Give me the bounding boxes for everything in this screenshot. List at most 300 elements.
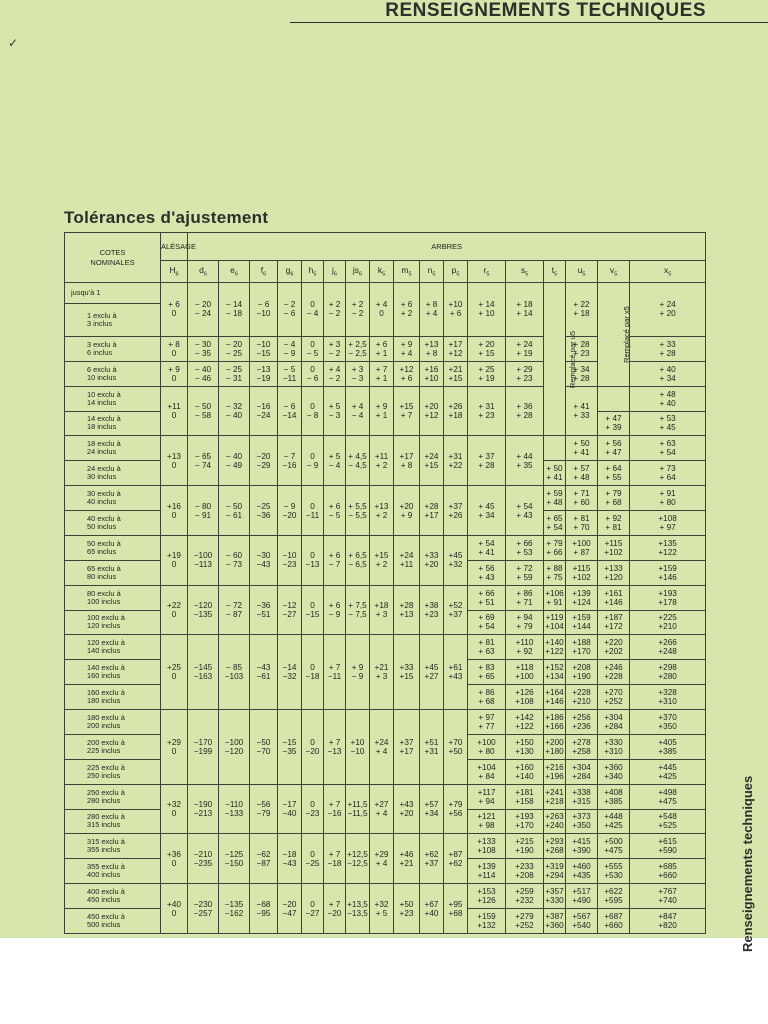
cell-j6: + 6 − 7 <box>324 535 346 585</box>
cell-h5: 0 −13 <box>302 535 324 585</box>
cell-u5: +304 +284 <box>566 759 598 784</box>
cell-d6: −120 −135 <box>188 585 219 635</box>
cell-d6: −100 −113 <box>188 535 219 585</box>
table-row <box>65 283 706 304</box>
cell-x5: +548 +525 <box>630 809 706 834</box>
cell-v5: +622 +595 <box>598 884 630 909</box>
cell-x5: +225 +210 <box>630 610 706 635</box>
cell-t5: + 50 + 41 <box>544 461 566 486</box>
cell-d6: −170 −199 <box>188 710 219 785</box>
cell-d6: − 80 − 91 <box>188 486 219 536</box>
row-label: 100 exclu à 120 inclus <box>65 610 161 635</box>
cell-m5: +33 +15 <box>394 635 420 710</box>
cell-s5: + 18 + 14 <box>506 283 544 337</box>
cell-m5: +24 +11 <box>394 535 420 585</box>
cell-f6: −50 −70 <box>250 710 278 785</box>
cell-s5: +118 +100 <box>506 660 544 685</box>
cell-u5: +159 +144 <box>566 610 598 635</box>
cell-m5: +20 + 9 <box>394 486 420 536</box>
cell-k5: +18 + 3 <box>370 585 394 635</box>
cell-v5: +115 +102 <box>598 535 630 560</box>
cell-H6: +36 0 <box>161 834 188 884</box>
cell-j6: + 7 −11 <box>324 635 346 710</box>
column-header-t5: $t_5$ <box>544 261 566 283</box>
column-header-m5: $m_5$ <box>394 261 420 283</box>
header-arbres: ARBRES <box>188 233 706 261</box>
cell-s5: + 44 + 35 <box>506 436 544 486</box>
cell-u5: + 22 + 18 <box>566 283 598 337</box>
row-label: 24 exclu à 30 inclus <box>65 461 161 486</box>
cell-e6: − 20 − 25 <box>219 336 250 361</box>
cell-t5: + 65 + 54 <box>544 511 566 536</box>
cell-s5: + 24 + 19 <box>506 336 544 361</box>
cell-r5: + 86 + 68 <box>468 685 506 710</box>
cell-js6: +12,5 −12,5 <box>346 834 370 884</box>
cell-t5 <box>544 436 566 461</box>
cell-x5: + 48 + 40 <box>630 386 706 411</box>
cell-f6: −25 −36 <box>250 486 278 536</box>
cell-s5: +181 +158 <box>506 784 544 809</box>
cell-h5: 0 − 5 <box>302 336 324 361</box>
cell-r5: + 83 + 65 <box>468 660 506 685</box>
cell-u5: +567 +540 <box>566 909 598 934</box>
cell-n5: + 8 + 4 <box>420 283 444 337</box>
column-header-x5: $x_5$ <box>630 261 706 283</box>
cell-v5: + 79 + 68 <box>598 486 630 511</box>
cell-H6: +13 0 <box>161 436 188 486</box>
cell-m5: +12 + 6 <box>394 361 420 386</box>
cell-r5: +100 + 80 <box>468 734 506 759</box>
cell-n5: +62 +37 <box>420 834 444 884</box>
cell-d6: −190 −213 <box>188 784 219 834</box>
cell-d6: − 50 − 58 <box>188 386 219 436</box>
cell-u5: + 71 + 60 <box>566 486 598 511</box>
cell-g6: −20 −47 <box>278 884 302 934</box>
cell-n5: +20 +12 <box>420 386 444 436</box>
cell-r5: + 97 + 77 <box>468 710 506 735</box>
cell-u5: + 57 + 48 <box>566 461 598 486</box>
cell-s5: +259 +232 <box>506 884 544 909</box>
cell-x5: +266 +248 <box>630 635 706 660</box>
cell-u5: + 41 + 33 <box>566 386 598 436</box>
row-label: 1 exclu à 3 inclus <box>65 303 161 336</box>
cell-H6: + 8 0 <box>161 336 188 361</box>
cell-H6: +25 0 <box>161 635 188 710</box>
cell-js6: +13,5 −13,5 <box>346 884 370 934</box>
column-header-s5: $s_5$ <box>506 261 544 283</box>
cell-x5: + 73 + 64 <box>630 461 706 486</box>
table-row <box>65 710 706 735</box>
cell-r5: + 66 + 51 <box>468 585 506 610</box>
cell-s5: +193 +170 <box>506 809 544 834</box>
row-label: 3 exclu à 6 inclus <box>65 336 161 361</box>
row-label: 250 exclu à 280 inclus <box>65 784 161 809</box>
cell-s5: + 66 + 53 <box>506 535 544 560</box>
cell-r5: + 20 + 15 <box>468 336 506 361</box>
cell-g6: −14 −32 <box>278 635 302 710</box>
cell-js6: + 6,5 − 6,5 <box>346 535 370 585</box>
cell-js6: + 7,5 − 7,5 <box>346 585 370 635</box>
cell-H6: + 6 0 <box>161 283 188 337</box>
row-label: 30 exclu à 40 inclus <box>65 486 161 511</box>
cell-d6: −210 −235 <box>188 834 219 884</box>
cell-x5: +445 +425 <box>630 759 706 784</box>
cell-k5: +32 + 5 <box>370 884 394 934</box>
cell-j6: + 7 −16 <box>324 784 346 834</box>
row-label: 80 exclu à 100 inclus <box>65 585 161 610</box>
cell-u5: + 50 + 41 <box>566 436 598 461</box>
cell-x5: + 24 + 20 <box>630 283 706 337</box>
cell-u5: + 34 + 28 <box>566 361 598 386</box>
column-header-p5: $p_5$ <box>444 261 468 283</box>
cell-h5: 0 −25 <box>302 834 324 884</box>
cell-s5: + 36 + 28 <box>506 386 544 436</box>
cell-f6: −13 −19 <box>250 361 278 386</box>
cell-m5: +28 +13 <box>394 585 420 635</box>
cell-r5: + 69 + 54 <box>468 610 506 635</box>
cell-d6: − 20 − 24 <box>188 283 219 337</box>
cell-g6: −10 −23 <box>278 535 302 585</box>
cell-e6: − 60 − 73 <box>219 535 250 585</box>
cell-H6: +11 0 <box>161 386 188 436</box>
cell-p5: +26 +18 <box>444 386 468 436</box>
cell-d6: − 65 − 74 <box>188 436 219 486</box>
cell-x5: +135 +122 <box>630 535 706 560</box>
cell-k5: +21 + 3 <box>370 635 394 710</box>
cell-x5: + 63 + 54 <box>630 436 706 461</box>
cell-v5: + 92 + 81 <box>598 511 630 536</box>
cell-H6: +40 0 <box>161 884 188 934</box>
cell-e6: −100 −120 <box>219 710 250 785</box>
row-label: 18 exclu à 24 inclus <box>65 436 161 461</box>
cell-t5: +319 +294 <box>544 859 566 884</box>
cell-v5: +270 +252 <box>598 685 630 710</box>
column-header-u5: $u_5$ <box>566 261 598 283</box>
cell-x5: + 91 + 80 <box>630 486 706 511</box>
header-alesage: ALÉSAGE <box>161 233 188 261</box>
cell-p5: +45 +32 <box>444 535 468 585</box>
cell-g6: − 9 −20 <box>278 486 302 536</box>
cell-f6: −68 −95 <box>250 884 278 934</box>
cell-s5: + 72 + 59 <box>506 560 544 585</box>
row-label: 355 exclu à 400 inclus <box>65 859 161 884</box>
cell-j6: + 7 −18 <box>324 834 346 884</box>
cell-u5: +188 +170 <box>566 635 598 660</box>
row-label: 10 exclu à 14 inclus <box>65 386 161 411</box>
cell-n5: +67 +40 <box>420 884 444 934</box>
cell-e6: − 25 − 31 <box>219 361 250 386</box>
cell-h5: 0 −15 <box>302 585 324 635</box>
cell-u5: +460 +435 <box>566 859 598 884</box>
cell-k5: +29 + 4 <box>370 834 394 884</box>
cell-js6: + 9 − 9 <box>346 635 370 710</box>
cell-r5: +117 + 94 <box>468 784 506 809</box>
check-mark: ✓ <box>8 36 19 50</box>
cell-f6: −10 −15 <box>250 336 278 361</box>
cell-u5: +228 +210 <box>566 685 598 710</box>
cell-s5: +150 +130 <box>506 734 544 759</box>
row-label: 120 exclu à 140 inclus <box>65 635 161 660</box>
row-label: 14 exclu à 18 inclus <box>65 411 161 436</box>
cell-v5: +360 +340 <box>598 759 630 784</box>
cell-p5: +17 +12 <box>444 336 468 361</box>
cell-r5: +104 + 84 <box>468 759 506 784</box>
cell-n5: +57 +34 <box>420 784 444 834</box>
column-header-js6: $js_6$ <box>346 261 370 283</box>
cell-v5: +500 +475 <box>598 834 630 859</box>
cell-k5: +13 + 2 <box>370 486 394 536</box>
cell-f6: − 6 −10 <box>250 283 278 337</box>
cell-r5: + 31 + 23 <box>468 386 506 436</box>
column-header-h5: $h_5$ <box>302 261 324 283</box>
cell-g6: − 6 −14 <box>278 386 302 436</box>
cell-g6: −18 −43 <box>278 834 302 884</box>
row-label: 6 exclu à 10 inclus <box>65 361 161 386</box>
column-header-j6: $j_6$ <box>324 261 346 283</box>
column-header-e6: $e_6$ <box>219 261 250 283</box>
cell-v5: + 64 + 55 <box>598 461 630 486</box>
cell-js6: + 5,5 − 5,5 <box>346 486 370 536</box>
cell-v5: +246 +228 <box>598 660 630 685</box>
cell-t5: + 88 + 75 <box>544 560 566 585</box>
cell-s5: + 54 + 43 <box>506 486 544 536</box>
cell-e6: − 50 − 61 <box>219 486 250 536</box>
cell-H6: +16 0 <box>161 486 188 536</box>
table-row <box>65 784 706 809</box>
table-row <box>65 486 706 511</box>
cell-H6: +19 0 <box>161 535 188 585</box>
cell-e6: − 72 − 87 <box>219 585 250 635</box>
cell-k5: + 4 0 <box>370 283 394 337</box>
cell-v5 <box>598 386 630 411</box>
cell-f6: −62 −87 <box>250 834 278 884</box>
cell-x5: + 40 + 34 <box>630 361 706 386</box>
cell-s5: +126 +108 <box>506 685 544 710</box>
cell-t5: +293 +268 <box>544 834 566 859</box>
row-label: 225 exclu à 250 inclus <box>65 759 161 784</box>
cell-v5: + 56 + 47 <box>598 436 630 461</box>
cell-d6: −230 −257 <box>188 884 219 934</box>
cell-s5: +110 + 92 <box>506 635 544 660</box>
row-label: 180 exclu à 200 inclus <box>65 710 161 735</box>
cell-r5: + 25 + 19 <box>468 361 506 386</box>
cell-e6: −110 −133 <box>219 784 250 834</box>
table-row <box>65 635 706 660</box>
cell-v5: +304 +284 <box>598 710 630 735</box>
cell-e6: −125 −150 <box>219 834 250 884</box>
cell-js6: + 2,5 − 2,5 <box>346 336 370 361</box>
cell-m5: + 6 + 2 <box>394 283 420 337</box>
cell-u5: +517 +490 <box>566 884 598 909</box>
cell-h5: 0 −11 <box>302 486 324 536</box>
cell-t5: +263 +240 <box>544 809 566 834</box>
cell-x5: +298 +280 <box>630 660 706 685</box>
cell-n5: +51 +31 <box>420 710 444 785</box>
cell-f6: −16 −24 <box>250 386 278 436</box>
cell-js6: +11,5 −11,5 <box>346 784 370 834</box>
column-header-H6: $H_6$ <box>161 261 188 283</box>
cell-x5: + 53 + 45 <box>630 411 706 436</box>
cell-t5: +186 +166 <box>544 710 566 735</box>
cell-u5: + 28 + 23 <box>566 336 598 361</box>
cell-t5: +241 +218 <box>544 784 566 809</box>
section-title: Tolérances d'ajustement <box>64 208 269 227</box>
cell-s5: +279 +252 <box>506 909 544 934</box>
cell-r5: + 37 + 28 <box>468 436 506 486</box>
row-label: jusqu'à 1 <box>65 283 161 304</box>
cell-n5: +33 +20 <box>420 535 444 585</box>
cell-j6: + 3 − 2 <box>324 336 346 361</box>
cell-x5: +370 +350 <box>630 710 706 735</box>
column-header-n5: $n_5$ <box>420 261 444 283</box>
cell-s5: +142 +122 <box>506 710 544 735</box>
cell-x5: +108 + 97 <box>630 511 706 536</box>
cell-h5: 0 − 4 <box>302 283 324 337</box>
cell-j6: + 5 − 3 <box>324 386 346 436</box>
cell-s5: + 94 + 79 <box>506 610 544 635</box>
cell-v5: +408 +385 <box>598 784 630 809</box>
cell-j6: + 6 − 9 <box>324 585 346 635</box>
cell-m5: +37 +17 <box>394 710 420 785</box>
cell-h5: 0 −23 <box>302 784 324 834</box>
remplace-xs-note: Remplacé par x5 <box>598 283 630 387</box>
table-row <box>65 436 706 461</box>
cell-h5: 0 − 8 <box>302 386 324 436</box>
cell-r5: +139 +114 <box>468 859 506 884</box>
cell-g6: −17 −40 <box>278 784 302 834</box>
cell-m5: + 9 + 4 <box>394 336 420 361</box>
cell-t5: +119 +104 <box>544 610 566 635</box>
cell-H6: +22 0 <box>161 585 188 635</box>
cell-r5: +159 +132 <box>468 909 506 934</box>
row-label: 65 exclu à 80 inclus <box>65 560 161 585</box>
cell-u5: +208 +190 <box>566 660 598 685</box>
row-label: 50 exclu à 65 inclus <box>65 535 161 560</box>
cell-h5: 0 − 9 <box>302 436 324 486</box>
cell-u5: +415 +390 <box>566 834 598 859</box>
cell-s5: +160 +140 <box>506 759 544 784</box>
column-header-f6: $f_6$ <box>250 261 278 283</box>
cell-r5: +121 + 98 <box>468 809 506 834</box>
cell-g6: − 7 −16 <box>278 436 302 486</box>
cell-v5: +555 +530 <box>598 859 630 884</box>
cell-g6: −12 −27 <box>278 585 302 635</box>
cell-d6: −145 −163 <box>188 635 219 710</box>
cell-r5: +133 +108 <box>468 834 506 859</box>
cell-v5: +220 +202 <box>598 635 630 660</box>
table-row <box>65 585 706 610</box>
side-label: Renseignements techniques <box>740 775 755 952</box>
row-label: 200 exclu à 225 inclus <box>65 734 161 759</box>
cell-e6: −135 −162 <box>219 884 250 934</box>
cell-j6: + 7 −13 <box>324 710 346 785</box>
cell-g6: − 2 − 6 <box>278 283 302 337</box>
cell-v5: +187 +172 <box>598 610 630 635</box>
cell-j6: + 6 − 5 <box>324 486 346 536</box>
row-label: 140 exclu à 160 inclus <box>65 660 161 685</box>
cell-t5: + 59 + 48 <box>544 486 566 511</box>
remplace-us-note: Remplacé par u5 <box>544 283 566 436</box>
cell-u5: +139 +124 <box>566 585 598 610</box>
cell-e6: − 85 −103 <box>219 635 250 710</box>
cell-r5: + 81 + 63 <box>468 635 506 660</box>
cell-v5: +448 +425 <box>598 809 630 834</box>
row-label: 40 exclu à 50 inclus <box>65 511 161 536</box>
cell-x5: +405 +385 <box>630 734 706 759</box>
cell-d6: − 30 − 35 <box>188 336 219 361</box>
header-cotes-nominales: COTES NOMINALES <box>65 233 161 283</box>
cell-x5: +328 +310 <box>630 685 706 710</box>
cell-x5: +615 +590 <box>630 834 706 859</box>
column-header-v5: $v_5$ <box>598 261 630 283</box>
cell-t5: +200 +180 <box>544 734 566 759</box>
cell-f6: −30 −43 <box>250 535 278 585</box>
cell-x5: +847 +820 <box>630 909 706 934</box>
cell-t5: +387 +360 <box>544 909 566 934</box>
cell-n5: +28 +17 <box>420 486 444 536</box>
cell-H6: + 9 0 <box>161 361 188 386</box>
cell-p5: +87 +62 <box>444 834 468 884</box>
cell-u5: +373 +350 <box>566 809 598 834</box>
cell-k5: + 7 + 1 <box>370 361 394 386</box>
cell-p5: +37 +26 <box>444 486 468 536</box>
cell-p5: +79 +56 <box>444 784 468 834</box>
cell-u5: +100 + 87 <box>566 535 598 560</box>
cell-e6: − 14 − 18 <box>219 283 250 337</box>
cell-k5: +11 + 2 <box>370 436 394 486</box>
cell-x5: +767 +740 <box>630 884 706 909</box>
table-row <box>65 884 706 909</box>
cell-u5: +115 +102 <box>566 560 598 585</box>
column-header-d6: $d_6$ <box>188 261 219 283</box>
cell-j6: + 5 − 4 <box>324 436 346 486</box>
cell-s5: + 86 + 71 <box>506 585 544 610</box>
cell-m5: +46 +21 <box>394 834 420 884</box>
row-label: 450 exclu à 500 inclus <box>65 909 161 934</box>
column-header-g6: $g_6$ <box>278 261 302 283</box>
cell-p5: +70 +50 <box>444 710 468 785</box>
cell-n5: +16 +10 <box>420 361 444 386</box>
column-header-k5: $k_5$ <box>370 261 394 283</box>
cell-x5: +159 +146 <box>630 560 706 585</box>
cell-t5: +140 +122 <box>544 635 566 660</box>
cell-s5: +233 +208 <box>506 859 544 884</box>
cell-t5: +152 +134 <box>544 660 566 685</box>
cell-k5: +24 + 4 <box>370 710 394 785</box>
cell-H6: +29 0 <box>161 710 188 785</box>
cell-js6: +10 −10 <box>346 710 370 785</box>
cell-m5: +43 +20 <box>394 784 420 834</box>
cell-p5: +52 +37 <box>444 585 468 635</box>
cell-j6: + 4 − 2 <box>324 361 346 386</box>
table-row <box>65 386 706 411</box>
cell-h5: 0 −27 <box>302 884 324 934</box>
cell-v5: + 47 + 39 <box>598 411 630 436</box>
cell-j6: + 7 −20 <box>324 884 346 934</box>
cell-m5: +15 + 7 <box>394 386 420 436</box>
cell-g6: − 5 −11 <box>278 361 302 386</box>
cell-g6: −15 −35 <box>278 710 302 785</box>
cell-n5: +24 +15 <box>420 436 444 486</box>
cell-p5: +31 +22 <box>444 436 468 486</box>
table-row <box>65 535 706 560</box>
cell-H6: +32 0 <box>161 784 188 834</box>
cell-h5: 0 −20 <box>302 710 324 785</box>
cell-n5: +45 +27 <box>420 635 444 710</box>
cell-e6: − 40 − 49 <box>219 436 250 486</box>
cell-r5: + 56 + 43 <box>468 560 506 585</box>
cell-h5: 0 − 6 <box>302 361 324 386</box>
